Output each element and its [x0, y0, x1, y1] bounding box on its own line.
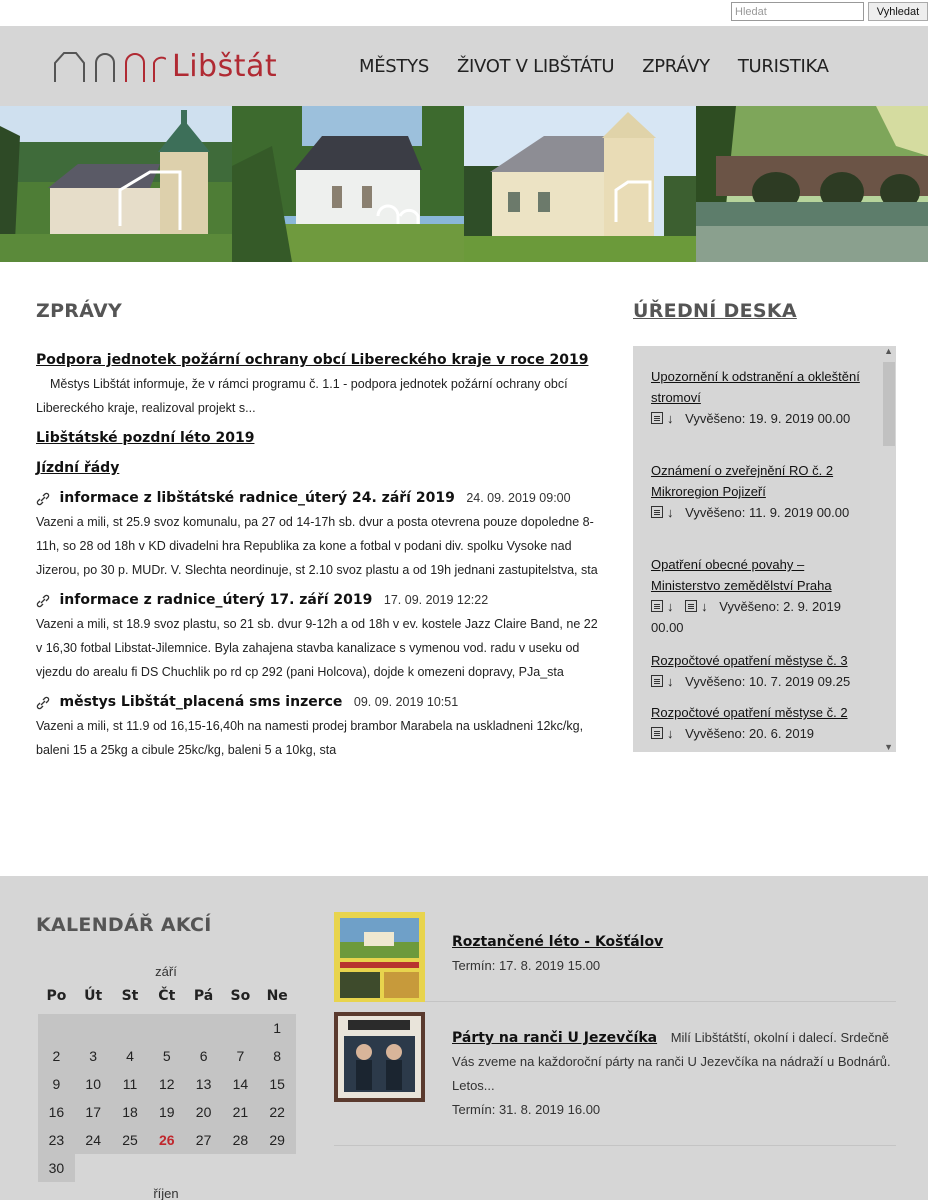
- calendar-day[interactable]: 17: [75, 1098, 112, 1126]
- weekday-label: Po: [46, 988, 67, 1004]
- nav-mestys[interactable]: MĚSTYS: [359, 56, 429, 77]
- calendar-day[interactable]: 21: [222, 1098, 259, 1126]
- weekday-label: St: [121, 988, 139, 1004]
- calendar-day[interactable]: 15: [259, 1070, 296, 1098]
- sms-text: Vazeni a mili, st 25.9 svoz komunalu, pa 27 od 14-17h sb. dvur a posta otevrena pouze dopoledne 8-11h, so 28 od 18h v KD divadelni hra Republika za kone a fotbal v podani div. spolku Vysoke nad Jizerou, po 30 p. MUDr. V. Slechta neordinuje, st 2.10 svoz plastu a od 19h jednani zastupitelstva, sta: [36, 515, 598, 577]
- calendar-day[interactable]: 8: [259, 1042, 296, 1070]
- weekday-label: Ne: [266, 988, 288, 1004]
- event-poster-image[interactable]: [334, 912, 425, 1002]
- calendar-day[interactable]: 22: [259, 1098, 296, 1126]
- site-header: [0, 26, 928, 106]
- board-item-date: 2. 9. 2019 00.00: [651, 599, 841, 635]
- event-item: [334, 910, 896, 1002]
- calendar-day[interactable]: 12: [148, 1070, 185, 1098]
- calendar-day[interactable]: 4: [112, 1042, 149, 1070]
- weekday-label: Út: [84, 988, 103, 1004]
- calendar-day[interactable]: 2: [38, 1042, 75, 1070]
- calendar-day[interactable]: 25: [112, 1126, 149, 1154]
- calendar-day[interactable]: 20: [185, 1098, 222, 1126]
- sms-date: 17. 09. 2019 12:22: [383, 593, 489, 607]
- board-item-date: 10. 7. 2019 09.25: [748, 674, 851, 689]
- event-date: Termín: 17. 8. 2019 15.00: [452, 958, 601, 973]
- link-icon: [36, 492, 50, 506]
- event-text: Milí Libštátští, okolní i dalecí. Srdečně Vás zveme na každoroční párty na ranči U Jezevčíka na nádraží u Bodnárů. Letos...: [452, 1030, 891, 1093]
- posted-label: Vyvěšeno:: [685, 411, 746, 426]
- posted-label: Vyvěšeno:: [685, 726, 746, 741]
- news-link-late-summer[interactable]: Libštátské pozdní léto 2019: [36, 430, 255, 446]
- weekday-label: So: [230, 988, 251, 1004]
- sms-text: Vazeni a mili, st 11.9 od 16,15-16,40h na namesti prodej brambor Marabela na uskladneni 12kc/kg, baleni 15 a 25kg a cibule 25kc/kg, baleni 5 a 10kg, sta: [36, 719, 584, 757]
- sms-title[interactable]: informace z libštátské radnice_úterý 24. září 2019: [59, 490, 455, 506]
- board-item-title[interactable]: Upozornění k odstranění a okleštění stromoví: [651, 369, 860, 405]
- calendar-empty-cell: [259, 1154, 296, 1182]
- news-link-timetables[interactable]: Jízdní řády: [36, 460, 120, 476]
- calendar-day[interactable]: 28: [222, 1126, 259, 1154]
- event-date: Termín: 31. 8. 2019 16.00: [452, 1102, 601, 1117]
- banner-photo-bridge: [696, 106, 928, 262]
- calendar-day[interactable]: 3: [75, 1042, 112, 1070]
- board-item: [651, 702, 865, 744]
- calendar-week: [38, 1098, 296, 1126]
- posted-label: Vyvěšeno:: [719, 599, 780, 614]
- board-section-title[interactable]: ÚŘEDNÍ DESKA: [633, 300, 797, 322]
- news-lead-title[interactable]: Podpora jednotek požární ochrany obcí Libereckého kraje v roce 2019: [36, 352, 589, 368]
- calendar-day[interactable]: 16: [38, 1098, 75, 1126]
- sms-text: Vazeni a mili, st 18.9 svoz plastu, so 21 sb. dvur 9-12h a od 18h v ev. kostele Jazz Claire Band, ne 22 v 16,30 fotbal Libstat-Jilemnice. Byla zahajena stavba kanalizace s vymenou vod. radu v useku od vjezdu do arealu fi DS Chuchlik po rd cp 292 (pani Holcova), dojde k omezeni dopravy, PJa_sta: [36, 617, 598, 679]
- calendar-day[interactable]: 29: [259, 1126, 296, 1154]
- calendar-day[interactable]: 10: [75, 1070, 112, 1098]
- document-icon[interactable]: [651, 675, 663, 687]
- calendar-empty-cell: [222, 1014, 259, 1042]
- calendar-day[interactable]: 24: [75, 1126, 112, 1154]
- board-item-date: 20. 6. 2019: [748, 726, 815, 741]
- document-icon[interactable]: [651, 506, 663, 518]
- calendar-day[interactable]: 6: [185, 1042, 222, 1070]
- calendar-day[interactable]: 23: [38, 1126, 75, 1154]
- scrollbar-thumb[interactable]: [883, 362, 895, 446]
- calendar-week: [38, 1042, 296, 1070]
- news-section-title: ZPRÁVY: [36, 300, 123, 322]
- calendar-day[interactable]: 7: [222, 1042, 259, 1070]
- calendar-week: [38, 1014, 296, 1042]
- calendar-week: [38, 1126, 296, 1154]
- calendar-empty-cell: [222, 1154, 259, 1182]
- nav-zpravy[interactable]: ZPRÁVY: [642, 56, 710, 77]
- calendar-empty-cell: [112, 1014, 149, 1042]
- board-scrollbar[interactable]: [882, 346, 896, 752]
- sms-item: [36, 588, 601, 684]
- event-title[interactable]: Roztančené léto - Košťálov: [452, 934, 664, 950]
- posted-label: Vyvěšeno:: [685, 505, 746, 520]
- banner-photo-chapel: [232, 106, 464, 262]
- sms-date: 09. 09. 2019 10:51: [353, 695, 459, 709]
- board-item-title[interactable]: Rozpočtové opatření městyse č. 2: [651, 705, 848, 720]
- site-logo[interactable]: [54, 42, 277, 90]
- download-icon[interactable]: ↓: [667, 726, 674, 741]
- top-search-bar: [0, 0, 928, 26]
- calendar-empty-cell: [148, 1154, 185, 1182]
- document-icon[interactable]: [651, 412, 663, 424]
- calendar-day[interactable]: 13: [185, 1070, 222, 1098]
- sms-item: [36, 690, 601, 762]
- calendar-grid: [38, 1014, 296, 1182]
- news-lead-text: Městys Libštát informuje, že v rámci programu č. 1.1 - podpora jednotek požární ochrany obcí Libereckého kraje, realizoval projekt s...: [36, 377, 568, 415]
- download-icon[interactable]: ↓: [667, 599, 674, 614]
- board-item-title[interactable]: Rozpočtové opatření městyse č. 3: [651, 653, 848, 668]
- calendar-empty-cell: [185, 1014, 222, 1042]
- download-icon[interactable]: ↓: [701, 599, 708, 614]
- weekday-label: Pá: [193, 988, 214, 1004]
- calendar-day[interactable]: 14: [222, 1070, 259, 1098]
- search-button[interactable]: Vyhledat: [868, 2, 928, 21]
- document-icon[interactable]: [651, 727, 663, 739]
- banner-photo-church: [0, 106, 232, 262]
- banner-photo-building: [464, 106, 696, 262]
- news-lead: [36, 348, 601, 420]
- calendar-next-month: říjen: [153, 1186, 179, 1200]
- document-icon[interactable]: [651, 600, 663, 612]
- weekday-label: Čt: [158, 988, 176, 1004]
- posted-label: Vyvěšeno:: [685, 674, 746, 689]
- event-poster-image[interactable]: [334, 1012, 425, 1102]
- main-nav: [359, 56, 857, 77]
- calendar-weekdays: [38, 988, 296, 1004]
- board-item-date: 11. 9. 2019 00.00: [748, 505, 850, 520]
- calendar-day[interactable]: 18: [112, 1098, 149, 1126]
- calendar-day[interactable]: 9: [38, 1070, 75, 1098]
- logo-text: Libštát: [172, 48, 278, 84]
- download-icon[interactable]: ↓: [667, 411, 674, 426]
- event-item: [334, 1002, 896, 1146]
- calendar-day[interactable]: 30: [38, 1154, 75, 1182]
- calendar-empty-cell: [112, 1154, 149, 1182]
- document-icon[interactable]: [685, 600, 697, 612]
- official-board: [633, 346, 896, 752]
- event-title[interactable]: Párty na ranči U Jezevčíka: [452, 1030, 658, 1046]
- photo-banner: [0, 106, 928, 262]
- calendar-empty-cell: [75, 1154, 112, 1182]
- calendar-day[interactable]: 19: [148, 1098, 185, 1126]
- sms-item: [36, 486, 601, 582]
- scroll-down-icon[interactable]: ▼: [884, 742, 893, 752]
- link-icon: [36, 696, 50, 710]
- calendar-empty-cell: [38, 1014, 75, 1042]
- calendar-week: [38, 1154, 296, 1182]
- calendar-day[interactable]: 5: [148, 1042, 185, 1070]
- calendar-day[interactable]: 26: [148, 1126, 185, 1154]
- board-item: [651, 366, 865, 429]
- sms-title[interactable]: městys Libštát_placená sms inzerce: [59, 694, 343, 710]
- event-body: [452, 930, 892, 978]
- calendar-week: [38, 1070, 296, 1098]
- events-list: [334, 910, 896, 1146]
- scroll-up-icon[interactable]: ▲: [884, 346, 893, 356]
- nav-turistika[interactable]: TURISTIKA: [737, 56, 829, 77]
- calendar-day[interactable]: 11: [112, 1070, 149, 1098]
- board-item: [651, 650, 865, 692]
- calendar-empty-cell: [148, 1014, 185, 1042]
- download-icon[interactable]: ↓: [667, 505, 674, 520]
- board-item-title[interactable]: Opatření obecné povahy – Ministerstvo zemědělství Praha: [651, 557, 832, 593]
- nav-zivot[interactable]: ŽIVOT V LIBŠTÁTU: [456, 56, 615, 77]
- link-icon: [36, 594, 50, 608]
- sms-title[interactable]: informace z radnice_úterý 17. září 2019: [59, 592, 373, 608]
- calendar-title: KALENDÁŘ AKCÍ: [36, 914, 212, 936]
- board-item: [651, 460, 865, 523]
- news-list: [36, 348, 601, 768]
- calendar-day[interactable]: 1: [259, 1014, 296, 1042]
- calendar-empty-cell: [185, 1154, 222, 1182]
- board-item-date: 19. 9. 2019 00.00: [748, 411, 851, 426]
- calendar-empty-cell: [75, 1014, 112, 1042]
- event-body: [452, 1026, 892, 1122]
- search-input[interactable]: [731, 2, 864, 21]
- download-icon[interactable]: ↓: [667, 674, 674, 689]
- calendar-day[interactable]: 27: [185, 1126, 222, 1154]
- calendar-month: září: [155, 964, 177, 979]
- board-item: [651, 554, 865, 638]
- logo-houses-icon: [54, 49, 166, 83]
- sms-date: 24. 09. 2019 09:00: [466, 491, 571, 505]
- board-item-title[interactable]: Oznámení o zveřejnění RO č. 2 Mikroregion Pojizeří: [651, 463, 834, 499]
